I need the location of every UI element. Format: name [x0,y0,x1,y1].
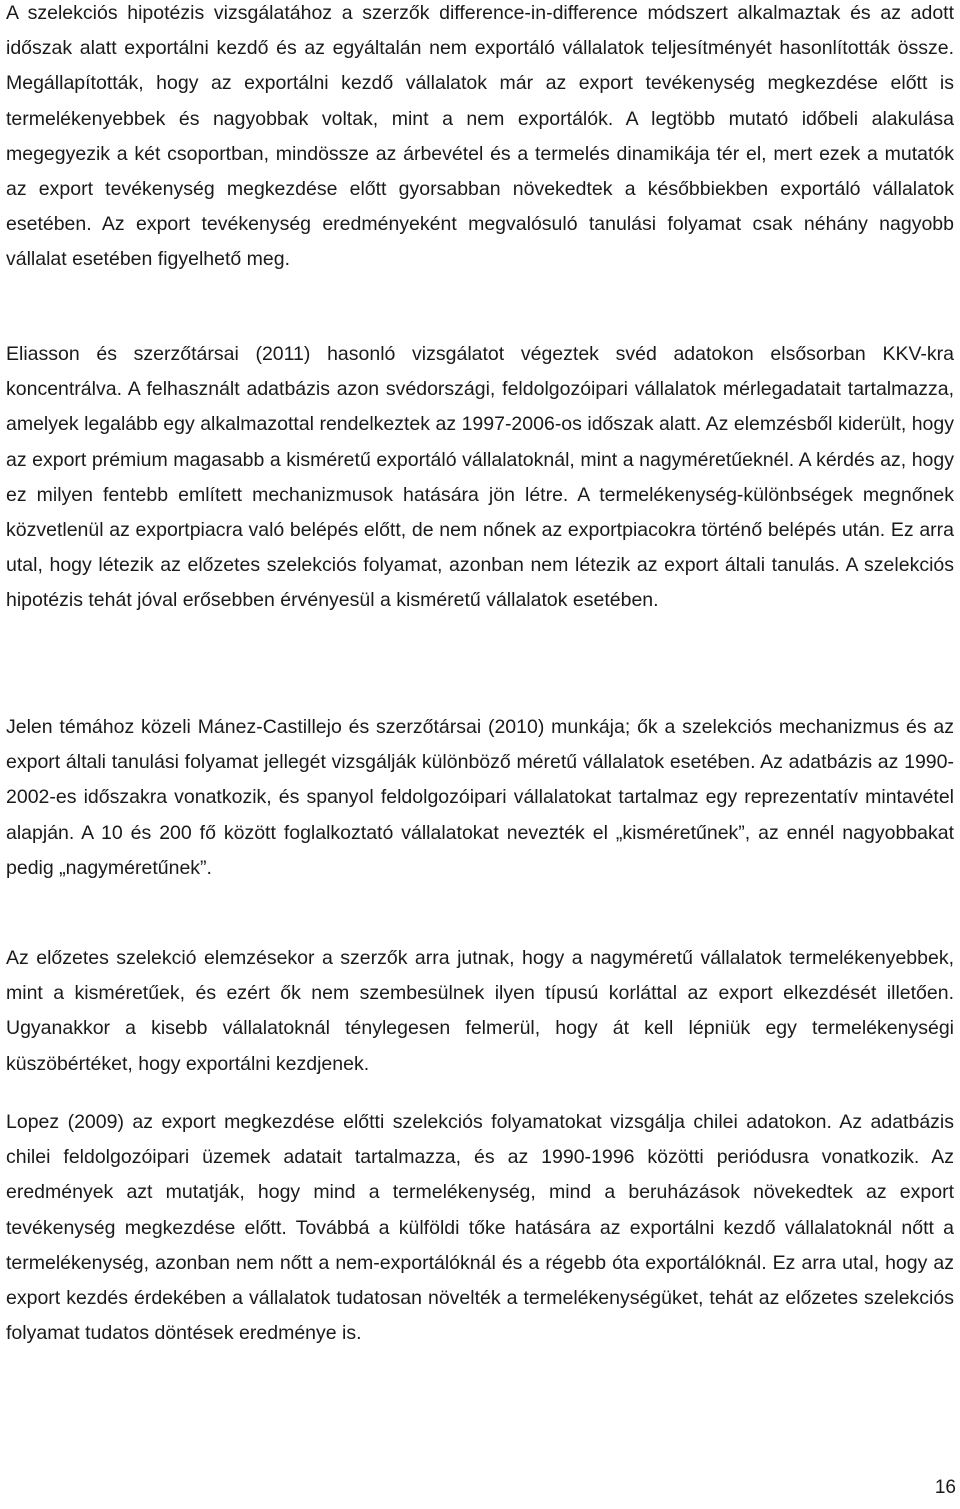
paragraph-eliasson: Eliasson és szerzőtársai (2011) hasonló vizsgálatot végeztek svéd adatokon elsősorban KKV-kra koncentrálva. A felhasznált adatbázis azon svédországi, feldolgozóipari vállalatok mérlegadatait tartalmazza, amelyek legalább egy alkalmazottal rendelkeztek az 1997-2006-os időszak alatt. Az elemzésből kiderült, hogy az export prémium magasabb a kisméretű exportáló vállalatoknál, mint a nagyméretűeknél. A kérdés az, hogy ez milyen fentebb említett mechanizmusok hatására jön létre. A termelékenység-különbségek megnőnek közvetlenül az exportpiacra való belépés előtt, de nem nőnek az exportpiacokra történő belépés után. Ez arra utal, hogy létezik az előzetes szelekciós folyamat, azonban nem létezik az export általi tanulás. A szelekciós hipotézis tehát jóval erősebben érvényesül a kisméretű vállalatok esetében. [6,343,954,612]
paragraph-manez-castillejo: Jelen témához közeli Mánez-Castillejo és szerzőtársai (2010) munkája; ők a szelekciós mechanizmus és az export általi tanulási folyamat jellegét vizsgálják különböző méretű vállalatok esetében. Az adatbázis az 1990-2002-es időszakra vonatkozik, és spanyol feldolgozóipari vállalatokat tartalmaz egy reprezentatív mintavétel alapján. A 10 és 200 fő között foglalkoztató vállalatokat nevezték el „kisméretűnek”, az ennél nagyobbakat pedig „nagyméretűnek”. [6,716,954,879]
page-number: 16 [934,1477,956,1498]
paragraph-lopez: Lopez (2009) az export megkezdése előtti szelekciós folyamatokat vizsgálja chilei adatokon. Az adatbázis chilei feldolgozóipari üzemek adatait tartalmazza, és az 1990-1996 közötti periódusra vonatkozik. Az eredmények azt mutatják, hogy mind a termelékenység, mind a beruházások növekedtek az export tevékenység megkezdése előtt. Továbbá a külföldi tőke hatására az exportálni kezdő vállalatoknál nőtt a termelékenység, azonban nem nőtt a nem-exportálóknál és a régebb óta exportálóknál. Ez arra utal, hogy az export kezdés érdekében a vállalatok tudatosan növelték a termelékenységüket, tehát az előzetes szelekciós folyamat tudatos döntések eredménye is. [6,1111,954,1345]
paragraph-selection-hypothesis: A szelekciós hipotézis vizsgálatához a szerzők difference-in-difference módszert alkalmaztak és az adott időszak alatt exportálni kezdő és az egyáltalán nem exportáló vállalatok teljesítményét hasonlították össze. Megállapították, hogy az exportálni kezdő vállalatok már az export tevékenység megkezdése előtt is termelékenyebbek és nagyobbak voltak, mint a nem exportálók. A legtöbb mutató időbeli alakulása megegyezik a két csoportban, mindössze az árbevétel és a termelés dinamikája tér el, mert ezek a mutatók az export tevékenység megkezdése előtt gyorsabban növekedtek a későbbiekben exportáló vállalatok esetében. Az export tevékenység eredményeként megvalósuló tanulási folyamat csak néhány nagyobb vállalat esetében figyelhető meg. [6,2,954,271]
paragraph-prior-selection: Az előzetes szelekció elemzésekor a szerzők arra jutnak, hogy a nagyméretű vállalatok termelékenyebbek, mint a kisméretűek, és ezért ők nem szembesülnek ilyen típusú korláttal az export elkezdését illetően. Ugyanakkor a kisebb vállalatoknál ténylegesen felmerül, hogy át kell lépniük egy termelékenységi küszöbértéket, hogy exportálni kezdjenek. [6,947,954,1075]
